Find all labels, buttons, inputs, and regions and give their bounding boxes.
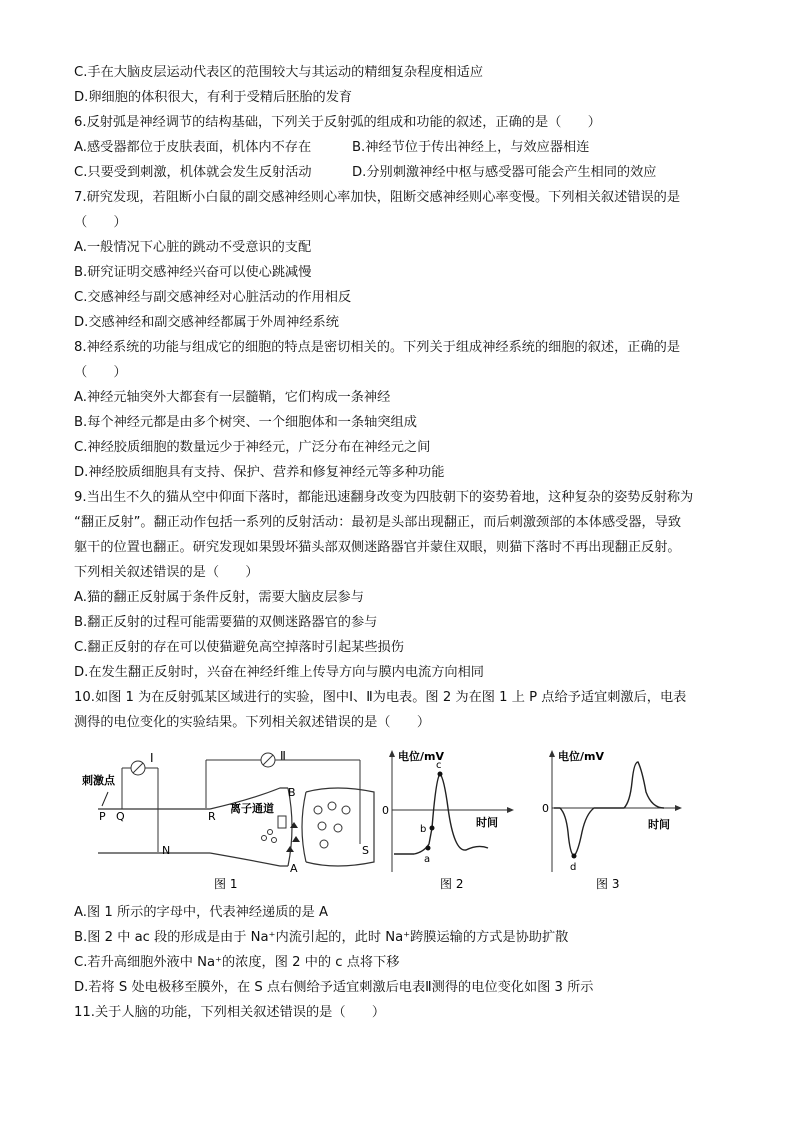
fig3-label-d: d [570, 862, 577, 873]
q10-option-b: B.图 2 中 ac 段的形成是由于 Na⁺内流引起的，此时 Na⁺跨膜运输的方式是协助扩散 [74, 930, 569, 945]
q9-stem-4: 下列相关叙述错误的是（ ） [74, 565, 259, 580]
q7-option-a: A.一般情况下心脏的跳动不受意识的支配 [74, 240, 312, 255]
label-P: P [99, 810, 106, 823]
q6-stem: 6.反射弧是神经调节的结构基础，下列关于反射弧的组成和功能的叙述，正确的是（ ） [74, 115, 601, 130]
figures-svg [74, 748, 684, 896]
q9-option-b: B.翻正反射的过程可能需要猫的双侧迷路器官的参与 [74, 615, 378, 630]
fig2-xlabel: 时间 [476, 816, 498, 829]
vesicle [342, 806, 350, 814]
label-A: A [290, 862, 298, 875]
vesicle [334, 824, 342, 832]
fig2-point-b [430, 826, 435, 831]
q9-option-c: C.翻正反射的存在可以使猫避免高空掉落时引起某些损伤 [74, 640, 404, 655]
q6-option-b: B.神经节位于传出神经上，与效应器相连 [352, 140, 590, 155]
q8-option-a: A.神经元轴突外大都套有一层髓鞘，它们构成一条神经 [74, 390, 391, 405]
fig2-point-a [426, 846, 431, 851]
label-B: B [288, 786, 296, 799]
q11-stem: 11.关于人脑的功能，下列相关叙述错误的是（ ） [74, 1005, 386, 1020]
fig3-zero: 0 [542, 802, 549, 815]
ion-channel [278, 816, 286, 828]
vesicle-small [272, 838, 277, 843]
fig3-potential-curve [554, 762, 664, 856]
meter-2-label: Ⅱ [280, 749, 286, 763]
vesicle [314, 806, 322, 814]
q10-option-c: C.若升高细胞外液中 Na⁺的浓度，图 2 中的 c 点将下移 [74, 955, 400, 970]
axon-lower-flare [210, 853, 288, 866]
label-S: S [362, 844, 369, 857]
fig3-point-d [572, 854, 577, 859]
q5-option-d: D.卵细胞的体积很大，有利于受精后胚胎的发育 [74, 90, 353, 105]
q9-option-a: A.猫的翻正反射属于条件反射，需要大脑皮层参与 [74, 590, 364, 605]
stim-pointer [102, 792, 108, 806]
label-N: N [162, 844, 171, 857]
fig2-ylabel: 电位/mV [398, 750, 444, 763]
fig2-zero: 0 [382, 804, 389, 817]
transmitter-triangle [286, 846, 294, 852]
q8-option-b: B.每个神经元都是由多个树突、一个细胞体和一条轴突组成 [74, 415, 417, 430]
q6-option-c: C.只要受到刺激，机体就会发生反射活动 [74, 165, 312, 180]
vesicle-small [262, 836, 267, 841]
vesicle-small [268, 830, 273, 835]
vesicle [318, 822, 326, 830]
fig2-label-b: b [420, 824, 427, 835]
fig2-x-arrow [507, 807, 514, 813]
fig3-y-arrow [549, 750, 555, 757]
q9-option-d: D.在发生翻正反射时，兴奋在神经纤维上传导方向与膜内电流方向相同 [74, 665, 484, 680]
fig3-x-arrow [675, 805, 682, 811]
fig2-label-c: c [436, 760, 442, 771]
q8-paren: （ ） [74, 365, 127, 380]
q7-stem: 7.研究发现，若阻断小白鼠的副交感神经则心率加快，阻断交感神经则心率变慢。下列相关叙述错误的是 [74, 190, 681, 205]
stim-point-label: 刺激点 [82, 774, 115, 787]
q9-stem-1: 9.当出生不久的猫从空中仰面下落时，都能迅速翻身改变为四肢朝下的姿势着地，这种复杂的姿势反射称为 [74, 490, 694, 505]
q8-option-c: C.神经胶质细胞的数量远少于神经元，广泛分布在神经元之间 [74, 440, 431, 455]
figure-3-caption: 图 3 [596, 877, 620, 891]
figure-1 [82, 749, 374, 891]
postsynaptic-membrane [302, 792, 306, 862]
q6-option-a: A.感受器都位于皮肤表面，机体内不存在 [74, 140, 312, 155]
q10-option-d: D.若将 S 处电极移至膜外，在 S 点右侧给予适宜刺激后电表Ⅱ测得的电位变化如图 3 所示 [74, 980, 594, 995]
q7-option-b: B.研究证明交感神经兴奋可以使心跳减慢 [74, 265, 312, 280]
q10-stem-2: 测得的电位变化的实验结果。下列相关叙述错误的是（ ） [74, 715, 431, 730]
q9-stem-3: 躯干的位置也翻正。研究发现如果毁坏猫头部双侧迷路器官并蒙住双眼，则猫下落时不再出现翻正反射。 [74, 540, 681, 555]
fig2-label-a: a [424, 854, 431, 865]
q5-option-c: C.手在大脑皮层运动代表区的范围较大与其运动的精细复杂程度相适应 [74, 65, 484, 80]
transmitter-triangle [290, 822, 298, 828]
label-R: R [208, 810, 216, 823]
q8-stem: 8.神经系统的功能与组成它的细胞的特点是密切相关的。下列关于组成神经系统的细胞的叙述，正确的是 [74, 340, 681, 355]
q7-paren: （ ） [74, 215, 127, 230]
meter-1-label: I [150, 751, 154, 765]
figure-1-caption: 图 1 [214, 877, 238, 891]
figure-2-caption: 图 2 [440, 877, 464, 891]
q7-option-d: D.交感神经和副交感神经都属于外周神经系统 [74, 315, 339, 330]
fig3-ylabel: 电位/mV [558, 750, 604, 763]
figure-3 [542, 749, 682, 891]
q9-stem-2: “翻正反射”。翻正动作包括一系列的反射活动：最初是头部出现翻正，而后刺激颈部的本体感受器，导致 [74, 515, 682, 530]
vesicle [320, 840, 328, 848]
ion-channel-label: 离子通道 [230, 802, 274, 815]
fig3-xlabel: 时间 [648, 818, 670, 831]
label-Q: Q [116, 810, 125, 823]
q10-option-a: A.图 1 所示的字母中，代表神经递质的是 A [74, 905, 328, 920]
figure-2 [382, 749, 514, 891]
q7-option-c: C.交感神经与副交感神经对心脏活动的作用相反 [74, 290, 352, 305]
q8-option-d: D.神经胶质细胞具有支持、保护、营养和修复神经元等多种功能 [74, 465, 445, 480]
transmitter-triangle [292, 836, 300, 842]
vesicle [328, 802, 336, 810]
fig2-y-arrow [389, 750, 395, 757]
q10-stem-1: 10.如图 1 为在反射弧某区域进行的实验，图中Ⅰ、Ⅱ为电表。图 2 为在图 1 上 P 点给予适宜刺激后，电表 [74, 690, 687, 705]
fig2-action-potential-curve [394, 774, 488, 854]
fig2-point-c [438, 772, 443, 777]
q6-option-d: D.分别刺激神经中枢与感受器可能会产生相同的效应 [352, 165, 657, 180]
q10-figures [74, 748, 684, 896]
